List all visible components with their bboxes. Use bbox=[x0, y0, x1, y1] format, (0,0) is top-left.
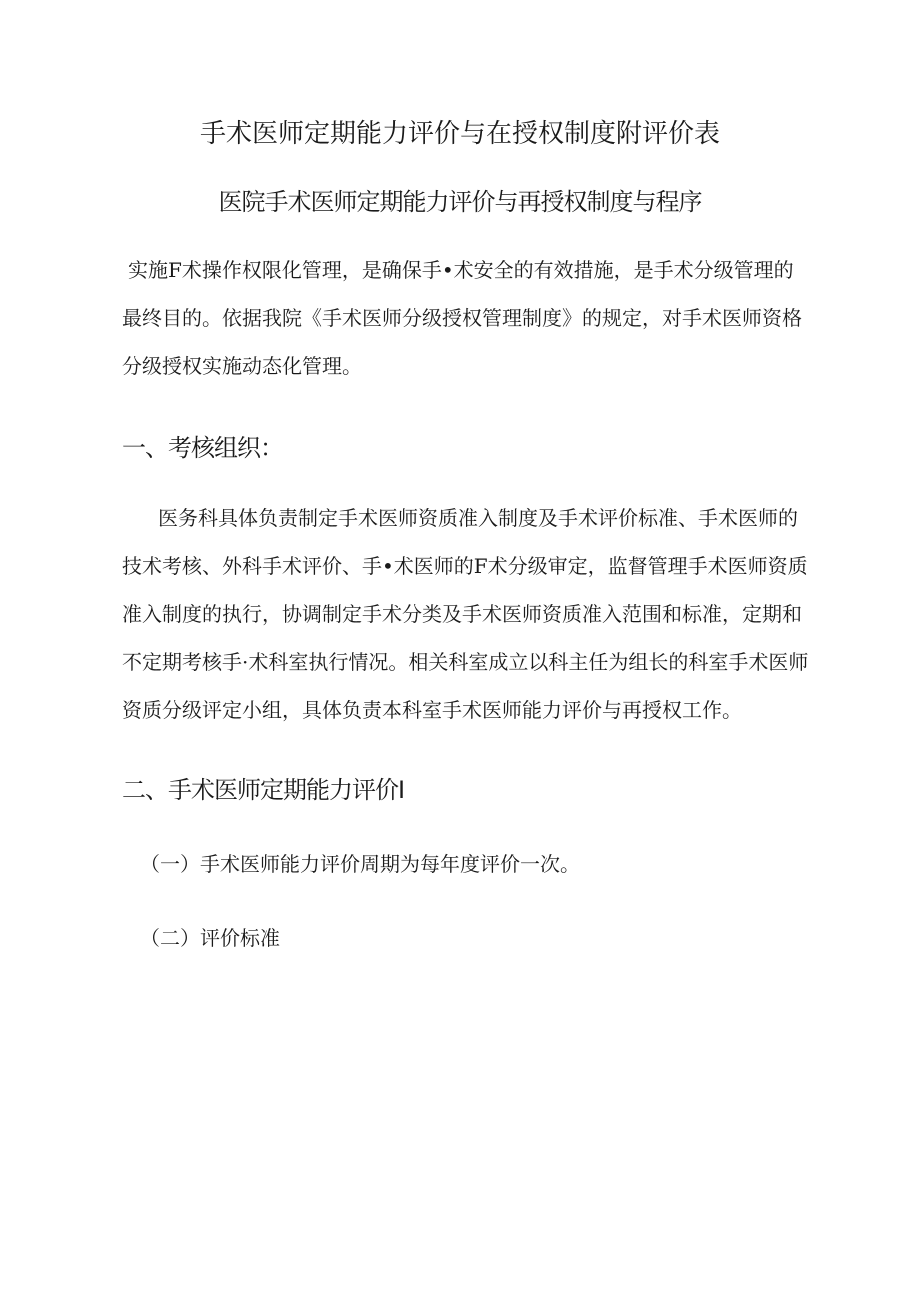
section-1-line: 准入制度的执行，协调制定手术分类及手术医师资质准入范围和标准，定期和 bbox=[122, 602, 802, 626]
section-1-paragraph bbox=[122, 494, 812, 734]
section-1-line: 技术考核、外科手术评价、手•术医师的F术分级审定，监督管理手术医师资质 bbox=[122, 554, 808, 578]
intro-paragraph bbox=[122, 246, 812, 390]
section-1-line: 医务科具体负责制定手术医师资质准入制度及手术评价标准、手术医师的 bbox=[158, 506, 798, 530]
intro-line: 最终目的。依据我院《手术医师分级授权管理制度》的规定，对手术医师资格 bbox=[122, 306, 802, 330]
intro-line: 实施F术操作权限化管理，是确保手•术安全的有效措施，是手术分级管理的 bbox=[128, 258, 794, 282]
section-2-item-1: （一）手术医师能力评价周期为每年度评价一次。 bbox=[140, 852, 580, 876]
intro-line: 分级授权实施动态化管理。 bbox=[122, 354, 362, 378]
section-2-item-2: （二）评价标准 bbox=[140, 926, 280, 950]
section-1-line: 资质分级评定小组，具体负责本科室手术医师能力评价与再授权工作。 bbox=[122, 698, 742, 722]
document-title: 手术医师定期能力评价与在授权制度附评价表 bbox=[199, 119, 720, 149]
section-2-heading: 二、手术医师定期能力评价I bbox=[122, 776, 405, 804]
document-subtitle: 医院手术医师定期能力评价与再授权制度与程序 bbox=[218, 188, 702, 216]
section-1-line: 不定期考核手·术科室执行情况。相关科室成立以科主任为组长的科室手术医师 bbox=[122, 650, 809, 674]
section-1-heading: 一、考核组织： bbox=[122, 434, 283, 462]
